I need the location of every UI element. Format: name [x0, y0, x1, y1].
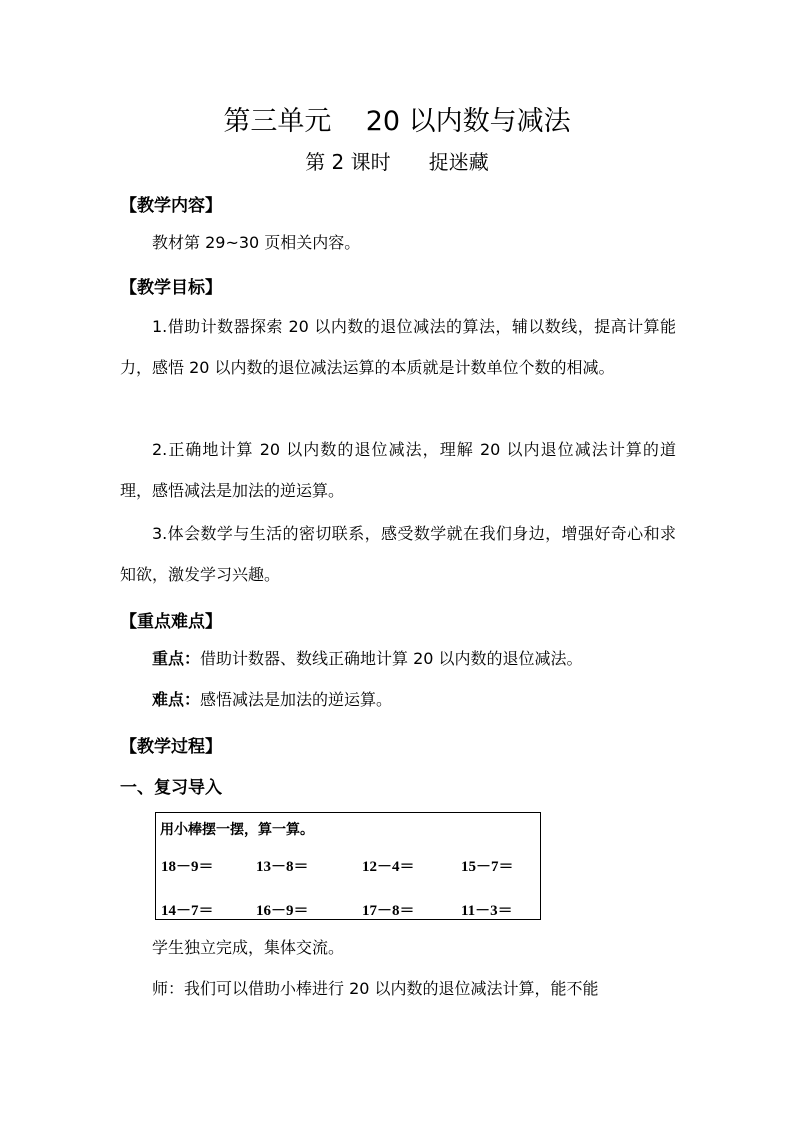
teacher-paragraph: 师：我们可以借助小棒进行 20 以内数的退位减法计算，能不能 — [152, 979, 599, 998]
section-heading-process: 【教学过程】 — [120, 737, 222, 757]
equation: 12－4＝ — [362, 859, 415, 875]
equation: 14－7＝ — [161, 903, 214, 919]
equation: 15－7＝ — [461, 859, 514, 875]
section-heading-content: 【教学内容】 — [120, 196, 222, 216]
goal-item-3: 3.体会数学与生活的密切联系，感受数学就在我们身边，增强好奇心和求知欲，激发学习兴趣。 — [120, 524, 676, 584]
equation: 17－8＝ — [362, 903, 415, 919]
unit-title: 第三单元 20 以内数与减法 — [223, 106, 571, 137]
equation: 13－8＝ — [256, 859, 309, 875]
equation: 18－9＝ — [161, 859, 214, 875]
goal-item-1: 1.借助计数器探索 20 以内数的退位减法的算法，辅以数线，提高计算能力，感悟 20 以内数的退位减法运算的本质就是计数单位个数的相减。 — [120, 317, 676, 377]
section-heading-goals: 【教学目标】 — [120, 278, 222, 298]
content-paragraph: 教材第 29~30 页相关内容。 — [152, 233, 361, 252]
difficult-point-label: 难点： — [152, 690, 201, 709]
after-exercise-paragraph: 学生独立完成，集体交流。 — [152, 938, 345, 957]
goal-item-2: 2.正确地计算 20 以内数的退位减法，理解 20 以内退位减法计算的道理，感悟减法是加法的逆运算。 — [120, 440, 676, 500]
difficult-point-text: 感悟减法是加法的逆运算。 — [200, 690, 393, 709]
part-one-heading: 一、复习导入 — [120, 778, 222, 798]
key-point-label: 重点： — [152, 649, 201, 668]
difficult-point-paragraph — [120, 679, 676, 720]
key-point-text: 借助计数器、数线正确地计算 20 以内数的退位减法。 — [200, 649, 583, 668]
equation: 16－9＝ — [256, 903, 309, 919]
equation: 11－3＝ — [461, 903, 513, 919]
lesson-subtitle: 第 2 课时 捉迷藏 — [305, 150, 489, 174]
key-point-paragraph — [120, 638, 676, 679]
exercise-heading: 用小棒摆一摆，算一算。 — [160, 822, 314, 838]
section-heading-keypoints: 【重点难点】 — [120, 612, 222, 632]
exercise-box — [155, 812, 541, 920]
